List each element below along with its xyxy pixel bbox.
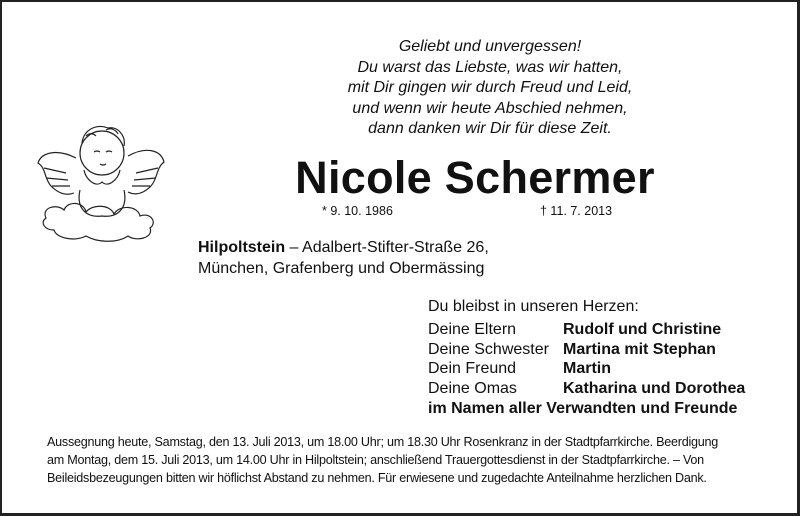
relative-row — [428, 340, 745, 360]
relation: Deine Eltern — [428, 320, 517, 338]
footer-line: am Montag, dem 15. Juli 2013, um 14.00 Uhr in Hilpoltstein; anschließend Trauergottesdienst in der Stadtpfarrkirche. – Von — [47, 453, 704, 467]
relative-row — [428, 320, 745, 340]
relation: Dein Freund — [428, 360, 517, 378]
poem-line: und wenn wir heute Abschied nehmen, — [352, 99, 628, 117]
cherub-illustration-icon — [36, 118, 166, 243]
poem — [290, 37, 690, 140]
poem-line: Du warst das Liebste, was wir hatten, — [357, 58, 623, 76]
address — [198, 237, 489, 279]
relation: Deine Schwester — [428, 340, 549, 358]
address-city: Hilpoltstein — [198, 239, 286, 256]
relatives-heading: Du bleibst in unseren Herzen: — [428, 298, 639, 315]
relation: Deine Omas — [428, 380, 517, 398]
funeral-details — [47, 433, 718, 487]
relatives-list — [428, 297, 745, 419]
relative-names: Katharina und Dorothea — [563, 380, 746, 398]
poem-line: Geliebt und unvergessen! — [398, 38, 582, 55]
poem-line: mit Dir gingen wir durch Freud und Leid, — [347, 79, 633, 96]
relative-row — [428, 379, 745, 399]
relative-names: Rudolf und Christine — [563, 320, 722, 338]
poem-line: dann danken wir Dir für diese Zeit. — [368, 120, 612, 137]
relative-row — [428, 359, 745, 379]
relative-names: Martin — [563, 360, 611, 378]
death-date: † 11. 7. 2013 — [540, 204, 613, 218]
relatives-closing: im Namen aller Verwandten und Freunde — [428, 399, 738, 417]
footer-line: Beileidsbezeugungen bitten wir höflichst Abstand zu nehmen. Für erwiesene und zugedachte Anteilnahme herzlichen Dank. — [47, 471, 707, 485]
address-places: München, Grafenberg und Obermässing — [198, 260, 485, 277]
deceased-name: Nicole Schermer — [295, 152, 655, 203]
address-street: – Adalbert-Stifter-Straße 26, — [285, 239, 489, 256]
footer-line: Aussegnung heute, Samstag, den 13. Juli 2013, um 18.00 Uhr; um 18.30 Uhr Rosenkranz in der Stadtpfarrkirche. Beerdigung — [47, 435, 719, 449]
birth-date: * 9. 10. 1986 — [322, 204, 393, 218]
relative-names: Martina mit Stephan — [563, 340, 716, 358]
